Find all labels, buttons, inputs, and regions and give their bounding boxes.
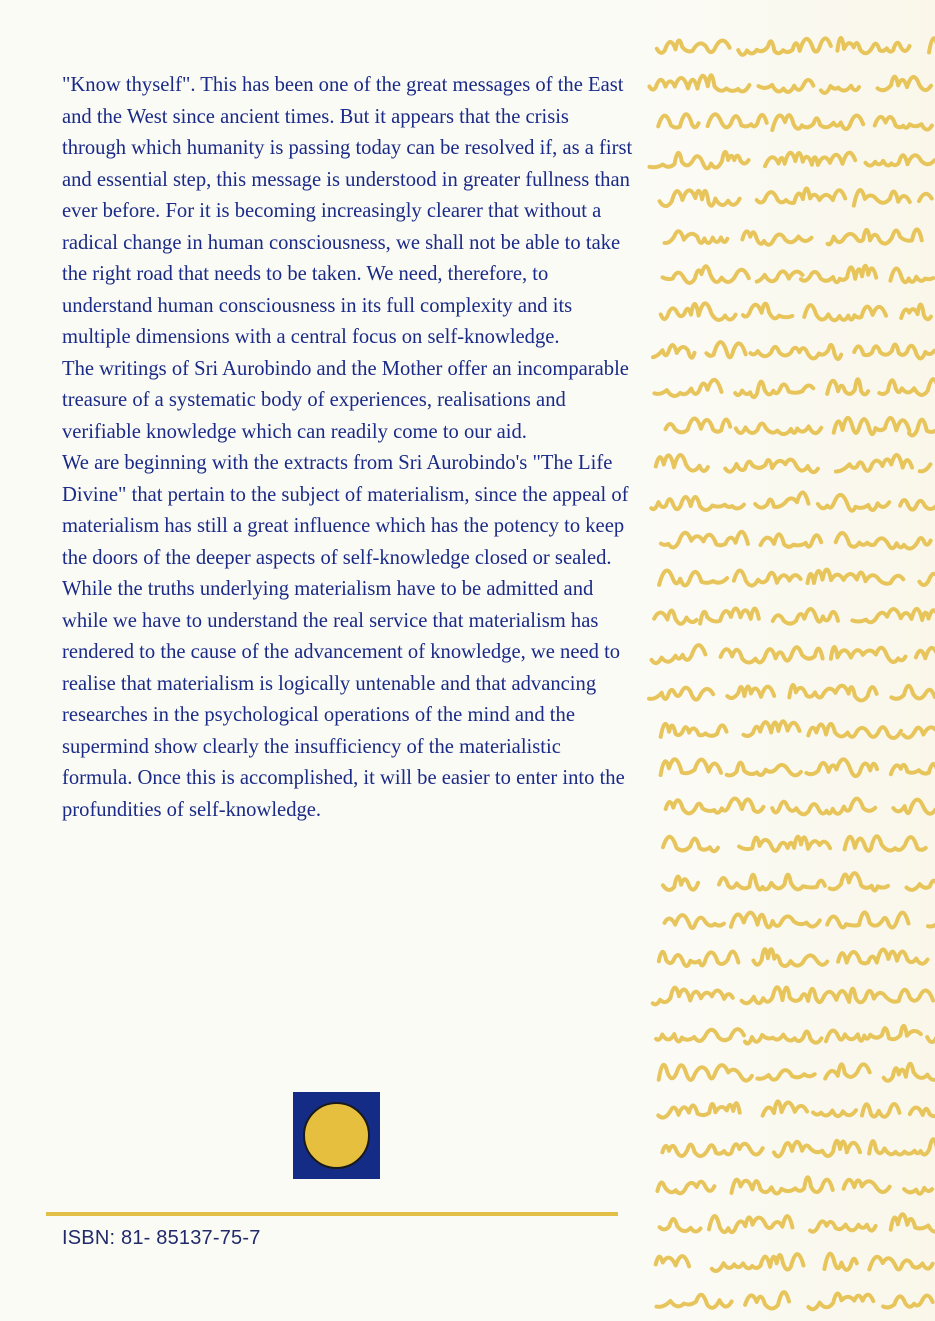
handwriting-stroke bbox=[774, 1141, 860, 1157]
handwriting-stroke bbox=[890, 268, 933, 282]
blurb-paragraph-3: We are beginning with the extracts from Sri Aurobindo's "The Life Divine" that pertain to the subject of materialism, since the appeal of materialism has still a great influence which has the potency to keep the doors of the deeper aspects of self-knowledge closed or sealed. While the truths underlying materialism have to be admitted and while we have to understand the real service that materialism has rendered to the cause of the advancement of knowledge, we need to realise that materialism is logically untenable and that advancing researches in the psychological operations of the mind and the supermind show clearly the insufficiency of the materialistic formula. Once this is accomplished, it will be easier to enter into the profundities of self-knowledge. bbox=[62, 452, 629, 821]
handwriting-stroke bbox=[761, 534, 822, 547]
handwriting-stroke bbox=[745, 1032, 822, 1044]
handwriting-stroke bbox=[663, 877, 698, 890]
handwriting-stroke bbox=[656, 1256, 689, 1266]
handwriting-stroke bbox=[661, 724, 727, 737]
handwriting-stroke bbox=[706, 342, 745, 357]
handwriting-stroke bbox=[907, 881, 935, 890]
handwriting-stroke bbox=[836, 533, 931, 549]
handwriting-stroke bbox=[869, 1139, 935, 1154]
handwriting-stroke bbox=[666, 798, 764, 813]
handwriting-stroke bbox=[883, 1296, 933, 1308]
handwriting-stroke bbox=[732, 1177, 833, 1193]
handwriting-stroke bbox=[900, 500, 935, 510]
handwriting-stroke bbox=[712, 1254, 804, 1271]
handwriting-stroke bbox=[663, 837, 718, 851]
blurb-paragraph-1: "Know thyself". This has been one of the great messages of the East and the West since ancient times. But it appears that the crisis through which humanity is passing today can be resolved if, as a first and essential step, this message is understood in greater fullness than ever before. For it is becoming increasingly clearer that without a radical change in human consciousness, we shall not be able to take the right road that needs to be taken. We need, therefore, to understand human consciousness in its full complexity and its multiple dimensions with a central focus on self-knowledge. bbox=[62, 74, 633, 348]
handwriting-stroke bbox=[827, 379, 868, 394]
handwriting-stroke bbox=[852, 609, 935, 622]
handwriting-stroke bbox=[663, 266, 749, 283]
handwriting-stroke bbox=[910, 1107, 935, 1116]
handwriting-stroke bbox=[919, 574, 935, 585]
handwriting-stroke bbox=[665, 231, 728, 243]
handwriting-stroke bbox=[743, 304, 792, 319]
handwriting-stroke bbox=[830, 873, 888, 890]
handwriting-stroke bbox=[708, 114, 767, 127]
handwriting-stroke bbox=[656, 1029, 744, 1041]
handwriting-stroke bbox=[755, 492, 808, 507]
handwriting-stroke bbox=[759, 80, 814, 92]
handwriting-stroke bbox=[789, 685, 876, 700]
handwriting-stroke bbox=[813, 1110, 856, 1116]
handwriting-stroke bbox=[649, 75, 749, 91]
handwriting-stroke bbox=[742, 231, 811, 244]
logo-disc bbox=[303, 1102, 370, 1169]
handwriting-stroke bbox=[919, 194, 932, 201]
handwriting-stroke bbox=[753, 949, 827, 966]
handwriting-stroke bbox=[719, 875, 825, 890]
handwriting-stroke bbox=[879, 379, 935, 395]
divider-rule bbox=[46, 1212, 618, 1216]
handwriting-stroke bbox=[801, 266, 876, 283]
handwriting-stroke bbox=[901, 304, 931, 319]
handwriting-stroke bbox=[806, 759, 877, 776]
handwriting-stroke bbox=[657, 1182, 714, 1194]
handwriting-stroke bbox=[757, 1070, 814, 1080]
handwriting-stroke bbox=[653, 988, 733, 1005]
cover-blurb bbox=[62, 70, 634, 826]
handwriting-stroke bbox=[651, 497, 744, 510]
handwriting-stroke bbox=[757, 271, 803, 281]
handwriting-stroke bbox=[721, 647, 823, 662]
handwriting-stroke bbox=[827, 912, 908, 927]
handwriting-stroke bbox=[650, 152, 749, 169]
handwriting-stroke bbox=[854, 345, 934, 359]
handwriting-stroke bbox=[736, 423, 822, 434]
handwritten-manuscript-icon bbox=[640, 0, 935, 1321]
handwriting-stroke bbox=[658, 1103, 739, 1117]
handwriting-stroke bbox=[893, 800, 935, 814]
handwriting-stroke bbox=[844, 1180, 890, 1192]
handwriting-stroke bbox=[916, 648, 935, 658]
handwriting-stroke bbox=[744, 721, 800, 736]
handwriting-stroke bbox=[745, 1292, 789, 1308]
handwriting-stroke bbox=[891, 686, 934, 699]
handwriting-stroke bbox=[849, 989, 933, 1003]
handwriting-stroke bbox=[727, 687, 774, 698]
handwriting-stroke bbox=[665, 915, 724, 928]
handwriting-stroke bbox=[763, 1101, 808, 1115]
handwriting-stroke bbox=[659, 1065, 752, 1081]
handwriting-stroke bbox=[808, 570, 904, 584]
handwriting-stroke bbox=[920, 464, 931, 471]
handwriting-stroke bbox=[660, 190, 740, 206]
handwriting-stroke bbox=[927, 1036, 935, 1042]
handwriting-stroke bbox=[731, 913, 820, 928]
handwriting-stroke bbox=[838, 950, 927, 964]
handwriting-stroke bbox=[810, 1221, 876, 1231]
handwriting-stroke bbox=[772, 799, 875, 815]
handwriting-stroke bbox=[831, 647, 906, 662]
handwriting-stroke bbox=[845, 836, 926, 850]
publisher-logo-icon bbox=[293, 1092, 380, 1179]
handwriting-stroke bbox=[866, 155, 935, 165]
handwriting-stroke bbox=[773, 609, 838, 624]
handwriting-stroke bbox=[929, 38, 935, 52]
handwriting-stroke bbox=[804, 305, 886, 320]
isbn-label: ISBN: 81- 85137-75-7 bbox=[62, 1227, 261, 1249]
handwriting-stroke bbox=[903, 727, 935, 737]
handwriting-stroke bbox=[725, 460, 818, 473]
handwriting-stroke bbox=[659, 952, 739, 967]
handwriting-stroke bbox=[824, 1254, 856, 1270]
handwriting-stroke bbox=[904, 1188, 932, 1194]
handwriting-stroke bbox=[928, 924, 935, 927]
handwriting-stroke bbox=[658, 114, 698, 127]
handwriting-stroke bbox=[657, 1295, 732, 1308]
handwriting-stroke bbox=[659, 571, 727, 586]
handwriting-stroke bbox=[750, 345, 841, 359]
handwriting-stroke bbox=[828, 229, 922, 244]
handwriting-stroke bbox=[818, 495, 889, 511]
handwriting-stroke bbox=[821, 86, 859, 93]
handwriting-stroke bbox=[738, 38, 831, 55]
handwriting-stroke bbox=[727, 763, 801, 776]
handwriting-stroke bbox=[657, 40, 730, 52]
handwriting-stroke bbox=[808, 1293, 873, 1309]
handwriting-stroke bbox=[661, 303, 736, 320]
handwriting-stroke bbox=[836, 455, 912, 471]
handwriting-stroke bbox=[660, 1219, 701, 1231]
handwriting-stroke bbox=[757, 189, 846, 203]
handwriting-stroke bbox=[862, 1104, 900, 1117]
handwriting-stroke bbox=[666, 418, 731, 432]
handwriting-stroke bbox=[765, 153, 855, 167]
handwriting-stroke bbox=[649, 688, 713, 700]
handwriting-stroke bbox=[654, 380, 721, 396]
handwriting-stroke bbox=[878, 77, 932, 91]
handwriting-stroke bbox=[869, 1257, 932, 1270]
handwriting-stroke bbox=[891, 1214, 935, 1231]
handwriting-stroke bbox=[875, 117, 932, 130]
handwriting-stroke bbox=[837, 38, 909, 53]
handwriting-stroke bbox=[656, 455, 708, 471]
handwriting-stroke bbox=[662, 1144, 762, 1156]
handwriting-stroke bbox=[909, 420, 935, 436]
handwriting-stroke bbox=[772, 115, 863, 130]
handwriting-stroke bbox=[661, 759, 721, 775]
handwriting-stroke bbox=[739, 837, 830, 851]
handwriting-stroke bbox=[834, 418, 910, 434]
handwriting-stroke bbox=[808, 724, 901, 738]
handwriting-stroke bbox=[825, 1064, 870, 1078]
handwriting-stroke bbox=[709, 1216, 792, 1232]
handwriting-stroke bbox=[854, 190, 910, 205]
handwriting-stroke bbox=[653, 345, 695, 358]
handwriting-stroke bbox=[884, 1064, 935, 1081]
handwriting-stroke bbox=[652, 645, 706, 663]
handwriting-stroke bbox=[826, 1026, 921, 1041]
handwriting-stroke bbox=[735, 382, 813, 398]
handwriting-stroke bbox=[742, 987, 848, 1003]
handwriting-stroke bbox=[700, 608, 759, 623]
handwriting-stroke bbox=[661, 532, 748, 548]
blurb-paragraph-2: The writings of Sri Aurobindo and the Mother offer an incomparable treasure of a systematic body of experiences, realisations and verifiable knowledge which can readily come to our aid. bbox=[62, 357, 629, 443]
handwriting-stroke bbox=[891, 764, 935, 774]
handwriting-stroke bbox=[734, 570, 801, 585]
handwriting-stroke bbox=[654, 611, 697, 624]
